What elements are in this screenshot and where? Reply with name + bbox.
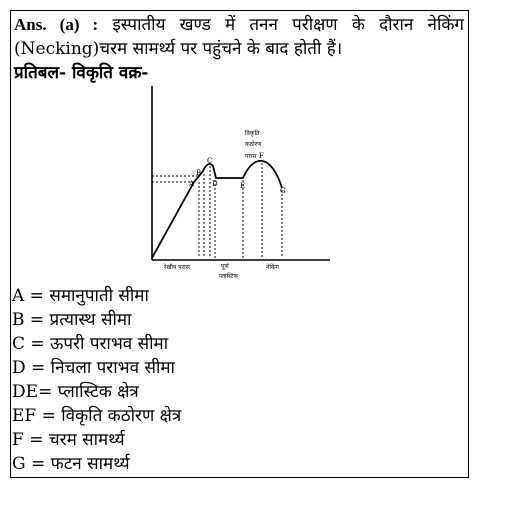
annotation-line-3: परास — [245, 153, 257, 160]
label-point-g: G — [280, 187, 286, 195]
definition-item: D = निचला पराभव सीमा — [12, 358, 175, 378]
region-label-necking: नेकिंग — [266, 264, 279, 271]
definitions-list — [12, 284, 181, 476]
label-point-c: C — [207, 157, 213, 165]
definition-item: EF = विकृति कठोरण क्षेत्र — [12, 406, 182, 426]
annotation-line-1: विकृति — [245, 130, 260, 137]
region-label-elastic: रेखीय परास — [164, 264, 190, 271]
definition-item: DE= प्लास्टिक क्षेत्र — [12, 382, 139, 402]
label-point-f: F — [259, 152, 264, 160]
label-point-b: B — [196, 169, 202, 177]
label-point-d: D — [212, 180, 218, 188]
definition-item: C = ऊपरी पराभव सीमा — [12, 334, 169, 354]
label-point-e: E — [240, 182, 246, 190]
definition-item: A = समानुपाती सीमा — [12, 286, 149, 306]
answer-prefix: Ans. (a) : — [14, 15, 99, 34]
definition-item: F = चरम सामर्थ्य — [12, 430, 125, 450]
region-label-plastic-1: पूर्ण — [221, 263, 229, 270]
definition-item: G = फटन सामर्थ्य — [12, 454, 130, 474]
annotation-line-2: कठोरण — [245, 141, 262, 148]
diagram-heading: प्रतिबल- विकृति वक्र- — [14, 63, 149, 83]
definition-item: B = प्रत्यास्थ सीमा — [12, 310, 132, 330]
answer-text: इस्पातीय खण्ड में तनन परीक्षण के दौरान नेकिंग (Necking)चरम सामर्थ्य पर पहुंचने के बाद होती हैं। — [14, 15, 464, 59]
region-label-plastic-2: प्लास्टिक — [219, 273, 239, 280]
label-point-a: A — [189, 180, 195, 188]
